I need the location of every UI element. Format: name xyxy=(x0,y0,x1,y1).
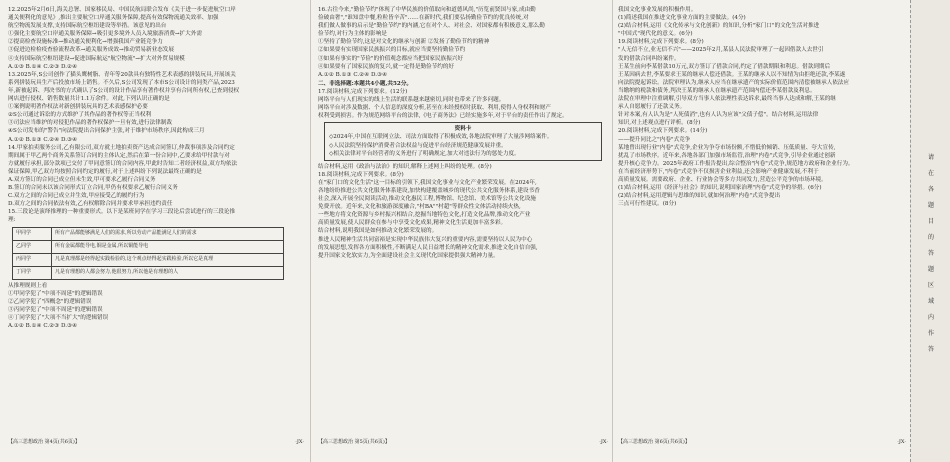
text-line: 从推理规则上看 xyxy=(8,282,48,289)
reasoning-cell: 凡是真理都是经得起实践检验的,这个观点经得起实践检验,所以它是真理 xyxy=(52,253,284,266)
page-divider xyxy=(612,0,613,462)
text-line: A.①② B.①③ C.②④ D.③④ xyxy=(318,71,388,78)
text-line: ②乙同学犯了"四概念"的逻辑错误 xyxy=(8,298,92,305)
text-line: D.双方之间的合同依法有效,乙有权解除合同并要求甲承担违约责任 xyxy=(8,201,173,208)
text-line: 当缴纳的税款和债务,判决王某的继承人在继承遗产范围内偿还李某借款及利息。 xyxy=(618,87,816,94)
text-line: 在"家门口的文化生活"这一目标的引领下,我国文化事业与文化产业繁荣发展。在2024年, xyxy=(318,179,537,186)
text-line: ②提高检查设施标准→推动通关便利化→增强我国产业链竞争力 xyxy=(8,39,163,46)
text-line: ——提升同比之"内卷"式竞争 xyxy=(618,136,691,143)
table-row xyxy=(13,240,284,253)
text-line: 结合材料,说明我国是如何推动文化繁荣发展的。 xyxy=(318,228,438,235)
text-line: (2)结合材料,运用《文化传承与文化创新》的知识,分析"家门口"的文化生活对推进 xyxy=(618,23,820,30)
section-heading: 二、非选择题:本题共4小题,共52分。 xyxy=(318,80,413,87)
text-line: ①甲同学犯了"中项不周延"的逻辑错误 xyxy=(8,290,103,297)
text-line: A.①② B.①③ C.②④ D.③④ xyxy=(8,136,78,143)
page-4-footer-label: 【高三思想政治 第4页(共6页)】 xyxy=(8,439,80,445)
question-18-material xyxy=(318,179,608,260)
text-line: 的发展思想,发挥各方面积极性,不断满足人民日益增长的精神文化需求,推进文化自信自强, xyxy=(318,244,538,251)
text-line: 各地纷纷推进公共文化服务体系建设,加快构建覆盖城乡的现代公共文化服务体系,建设书香 xyxy=(318,187,540,194)
question-17-heading: 17.阅读材料,完成下列要求。(12分) xyxy=(318,88,408,95)
text-line: ①强化主要航空口岸通关服务保障→吸引更多境外人员入境旅游消费→扩大外需 xyxy=(8,31,202,38)
text-line: 网络平台与人们现实的线上生活的联系越来越密切,同时也带来了许多问题。 xyxy=(318,97,505,104)
text-line: A.双方签订的合同已成立但未生效,甲可要求乙履行合同义务 xyxy=(8,176,156,183)
text-line: 我国文化事业发展的积极作用。 xyxy=(618,7,697,13)
page-5-question-16 xyxy=(318,6,608,79)
text-line: ①坚持了勤俭节约,这是对文化的继承与创新 ②发扬了勤俭节约的精神 xyxy=(318,39,490,46)
text-line: "中国式"现代化的意义。(6分) xyxy=(618,31,693,38)
student-cell: 丙同学 xyxy=(13,253,52,266)
text-line: 系列拼装玩具生产后投放市场上销售。不久后,S公司发现了本市S公司设计的同类产品,2023 xyxy=(8,79,235,86)
page-6-footer xyxy=(618,439,906,446)
syllogism-table xyxy=(12,227,284,280)
text-line: 20.阅读材料,完成下列要求。(14分) xyxy=(618,128,708,135)
page-5-footer xyxy=(318,439,608,446)
info-card-items xyxy=(329,133,597,157)
text-line: 在当前经济形势下,"内卷"式竞争不仅损害企业利益,还会影响产业健康发展,不利于 xyxy=(618,168,819,175)
text-line: 承人自愿履行了还款义务。 xyxy=(618,104,686,111)
text-line: 13.2025年,S公司创作了猫头鹰树脂、青年等20款具有独特性艺术表感的拼装玩具,开展该关 xyxy=(8,71,236,78)
table-row xyxy=(13,266,284,279)
text-line: 某地曾出现行业"内卷"式竞争,企业为争夺市场份额,不惜低价倾销、压低质量、夸大宣传, xyxy=(618,144,836,151)
margin-char: 目 xyxy=(927,218,934,225)
text-line: 法院在审理中注重调解,引导双方当事人依法理性表达诉求,最终当事人达成和解,王某的继 xyxy=(618,96,836,103)
text-line: 15.三段论是演绎推理的一种重要形式。以下是某班同学在学习三段论后尝试进行的三段论推 xyxy=(8,209,236,216)
text-line: ①案例说明著作权法对新创拼装玩具的艺术表感保护必要 xyxy=(8,104,148,111)
text-line: ③司法应当维护的对侵犯作品的著作权保护一旦有效,进行法律制裁 xyxy=(8,120,172,127)
text-line: 一些地方将文化资源与乡村振兴相结合,挖掘当地特色文化,打造文化品牌,推动文化产业 xyxy=(318,212,531,219)
page-4-question-15-options xyxy=(8,282,304,331)
binding-margin xyxy=(910,0,950,462)
text-line: ④支持国际航空枢纽建设→促进国际航运"航空物流"→扩大对外贸易规模 xyxy=(8,55,185,62)
text-line: ③促进边检检疫查验流程改革→通关服务成效→推动贸易新业态发展 xyxy=(8,47,174,54)
margin-char: 请 xyxy=(927,154,934,161)
info-card-item: ◇人民法院坚持保护消费者合法权益与促进平台经济规范健康发展并重。 xyxy=(329,142,507,149)
text-line: 通关便利化的意见》,推出主要航空口岸通关服务保障,提高有效保物流通关效率、加强 xyxy=(8,15,219,22)
text-line: 俭破由奢","谁知盘中餐,粒粒皆辛苦"……在新时代,我们要弘扬勤俭节约的优良传统,对 xyxy=(318,15,529,22)
text-line: 期间属于甲乙两个商务关系签订合同的主体认定,然后在第一份合同中,乙要求给甲付款与对 xyxy=(8,152,230,159)
text-line: ④如果要有了国家民族的复兴,就一定得是勤俭节约的好 xyxy=(318,63,455,70)
text-line: 权利受到损害。作为规范网络平台的法律,《电子商务法》已经实施多年,对于平台的责任作出了规定。 xyxy=(318,113,568,120)
info-card-item: ◇相关法律对平台经营者的义务进行了明确规定,加大对违法行为的惩处力度。 xyxy=(329,150,520,157)
page-5-footer-mark: ·JX· xyxy=(599,439,608,445)
text-line: ②S公司通过诉讼的方式维护了其作品的著作权等正当权利 xyxy=(8,112,152,119)
text-line: (1)结合材料,运用《经济与社会》的知识,说明国家治理"内卷"式竞争的举措。(6分) xyxy=(618,185,822,192)
page-6-footer-mark: ·JX· xyxy=(897,439,906,445)
info-card-title: 资料卡 xyxy=(454,126,472,133)
text-line: 针对本案,有人认为是"人死债消",也有人认为应该"父债子偿"。结合材料,运用法律 xyxy=(618,112,819,119)
text-line: 推进人民精神生活共同富裕是实现中华民族伟大复兴的重要内容,需要坚持以人民为中心 xyxy=(318,236,533,243)
text-line: 知识,对上述观点进行评析。(8分) xyxy=(618,120,701,127)
page-4-footer xyxy=(8,439,304,446)
student-cell: 丁同学 xyxy=(13,266,52,279)
text-line: 提升核心竞争力。2025年政府工作报告提出,综合整治"内卷"式竞争,规范地方政府和企业行为。 xyxy=(618,160,854,167)
reasoning-cell: 凡是有理想的人都会努力,他很努力,所以他是有理想的人 xyxy=(52,266,284,279)
text-line: 王某因病去世,李某要求王某的继承人偿还借款。王某的继承人以不知情为由拒绝还款,李某遂 xyxy=(618,71,846,78)
student-cell: 甲同学 xyxy=(13,227,52,240)
page-5 xyxy=(318,6,608,446)
text-line: 16.古往今来,"勤俭节约"体现了中华民族的价值取向和道德风尚,"历览前贤国与家,成由勤 xyxy=(318,7,536,13)
text-line: 结合材料,运用《政治与法治》的知识,解释上述网上纠纷的处理。(8分) xyxy=(318,163,492,170)
text-line: 高质量发展,使人民群众在参与中享受文化成果,精神文化生活更加丰富多彩。 xyxy=(318,220,507,227)
text-line: ④S公司发布的"警告"向法院提出合同保护主张,对于维护市场秩序,因此构成三月 xyxy=(8,128,205,135)
margin-char: 题 xyxy=(927,266,934,273)
text-line: (1)简述我国在推进文化事业方面的主要做法。(4分) xyxy=(618,15,746,22)
margin-char: 题 xyxy=(927,202,934,209)
text-line: (2)结合材料,运用逻辑与思维的知识,就如何治理"内卷"式竞争提出 xyxy=(618,193,781,200)
text-line: 我们做人做事的启示是"勤俭节约"的内涵,它在对个人、对社会、对国家都有积极意义,那么勤 xyxy=(318,23,545,30)
margin-char: 区 xyxy=(927,282,934,289)
text-line: 王某生前向李某借款10万元,双方签订了借款合同,约定了借款期限和利息。借款到期后 xyxy=(618,63,831,70)
text-line: 向法院提起诉讼。法院审理认为,继承人应当在继承遗产的实际价值范围内清偿被继承人依法应 xyxy=(618,79,850,86)
margin-char: 答 xyxy=(927,250,934,257)
reasoning-cell: 所有产品都能够满足人们的需求,所以劳动产品能满足人们的需求 xyxy=(52,227,284,240)
text-line: ③如果有事实的"节俭"的价值观念都应当把国家民族振兴好 xyxy=(318,55,463,62)
page-5-footer-label: 【高三思想政治 第5页(共6页)】 xyxy=(318,439,390,445)
text-line: 提升国家文化软实力,为全面建设社会主义现代化国家提供强大精神力量。 xyxy=(318,252,499,259)
page-6 xyxy=(618,6,906,446)
question-17-prompt xyxy=(318,163,608,171)
text-line: 14.甲家拍卖服务公司,乙有限公司,双方就土地拍卖资产达成合同签订,仲裁事项涉及合同约定 xyxy=(8,144,235,151)
table-row xyxy=(13,253,284,266)
text-line: 扰乱了市场秩序。近年来,各地各部门加强市场监管,治理"内卷"式竞争,引导企业通过创新 xyxy=(618,152,836,159)
text-line: 年,新被起诉、判决书的方式确认了S公司的设计作品享有著作权并享有合同所有权,已查到侵权 xyxy=(8,87,240,94)
reasoning-cell: 所有金属都能导电,铜是金属,所以铜能导电 xyxy=(52,240,284,253)
page-6-footer-label: 【高三思想政治 第6页(共6页)】 xyxy=(618,439,690,445)
text-line: 方就履行承担,部分款项已交付了甲同意签订的合同内容,甲此时告知二者经济权益,双方均依法 xyxy=(8,160,238,167)
text-line: 网店进行侵权、销售数量共计1.1万余件。对此,下列认识正确的是 xyxy=(8,96,170,103)
text-line: B.签订的合同未以该合同形式订立合同,甲仍有权要求乙履行合同义务 xyxy=(8,185,178,192)
text-line: A.①③ B.①④ C.②③ D.②④ xyxy=(8,63,78,70)
page-4 xyxy=(8,6,304,446)
margin-char: 的 xyxy=(927,234,934,241)
margin-char: 答 xyxy=(927,346,934,353)
text-line: 19.阅读材料,完成下列要求。(8分) xyxy=(618,39,704,46)
text-line: 三点可行性建议。(8分) xyxy=(618,201,677,208)
margin-char: 作 xyxy=(927,330,934,337)
text-line: A.①② B.①④ C.②③ D.③④ xyxy=(8,323,78,329)
text-line: 保证保障,甲乙双方均按照合同约定的履行,对于上述纠纷下列说法最终正确的是 xyxy=(8,168,202,175)
text-line: C.双方之间的合同已成立并生效,甲应接受乙的履约行为 xyxy=(8,193,145,200)
question-17-material xyxy=(318,96,608,120)
text-line: ②如果要有实现国家民族振兴的目标,就应当要坚持勤俭节约 xyxy=(318,47,466,54)
text-line: 发的借款合同纠纷案件。 xyxy=(618,55,680,62)
margin-char: 各 xyxy=(927,186,934,193)
question-18-heading: 18.阅读材料,完成下列要求。(8分) xyxy=(318,171,404,178)
text-line: 航空物流发展支撑,支持国际航空枢纽建设等举措。该意见的出台 xyxy=(8,23,167,30)
text-line: 12.2025年2月6日,海关总署、国家移民局、中国民航局联合发布《关于进一步促进航空口岸 xyxy=(8,7,236,13)
margin-char: 在 xyxy=(927,170,934,177)
page-4-questions xyxy=(8,6,304,225)
page-6-questions xyxy=(618,6,906,208)
text-line: 理: xyxy=(8,217,16,224)
info-card xyxy=(324,122,602,160)
text-line: 免费开放。近年来,文化和旅游深度融合,"村BA""村超"等群众性文体活动持续火热, xyxy=(318,204,521,211)
text-line: 俭节约,对行为主体的影响是 xyxy=(318,31,387,38)
page-4-footer-mark: ·JX· xyxy=(295,439,304,445)
info-card-item: ◇2024年,中国在互联网立法、司法方面取得了积极成效,各地法院审理了大量涉网络案件。 xyxy=(329,134,553,141)
margin-char: 内 xyxy=(927,314,934,321)
student-cell: 乙同学 xyxy=(13,240,52,253)
text-line: 网络平台对涉及数据、个人信息的深度分析,甚至在未经授权时获取、利用,使得人身权利和财产 xyxy=(318,105,551,112)
margin-char: 域 xyxy=(927,298,934,305)
table-row xyxy=(13,227,284,240)
text-line: "人无信不立,业无信不兴"——2025年2月,某县人民法院审理了一起因借款人去世引 xyxy=(618,47,824,54)
text-line: 社会,深入开展全民阅读活动,推动文化惠民工程,博物馆、纪念馆、美术馆等公共文化设施 xyxy=(318,196,536,203)
text-line: 高质量发展。需要政府、企业、行业协会等多方共同发力,营造公平竞争的市场环境。 xyxy=(618,176,827,183)
text-line: ④丁同学犯了"大项不当扩大"的逻辑错误 xyxy=(8,314,109,321)
page-divider xyxy=(310,0,311,462)
text-line: ③丙同学犯了"中项不周延"的逻辑错误 xyxy=(8,306,103,313)
binding-margin-notice xyxy=(927,150,935,358)
